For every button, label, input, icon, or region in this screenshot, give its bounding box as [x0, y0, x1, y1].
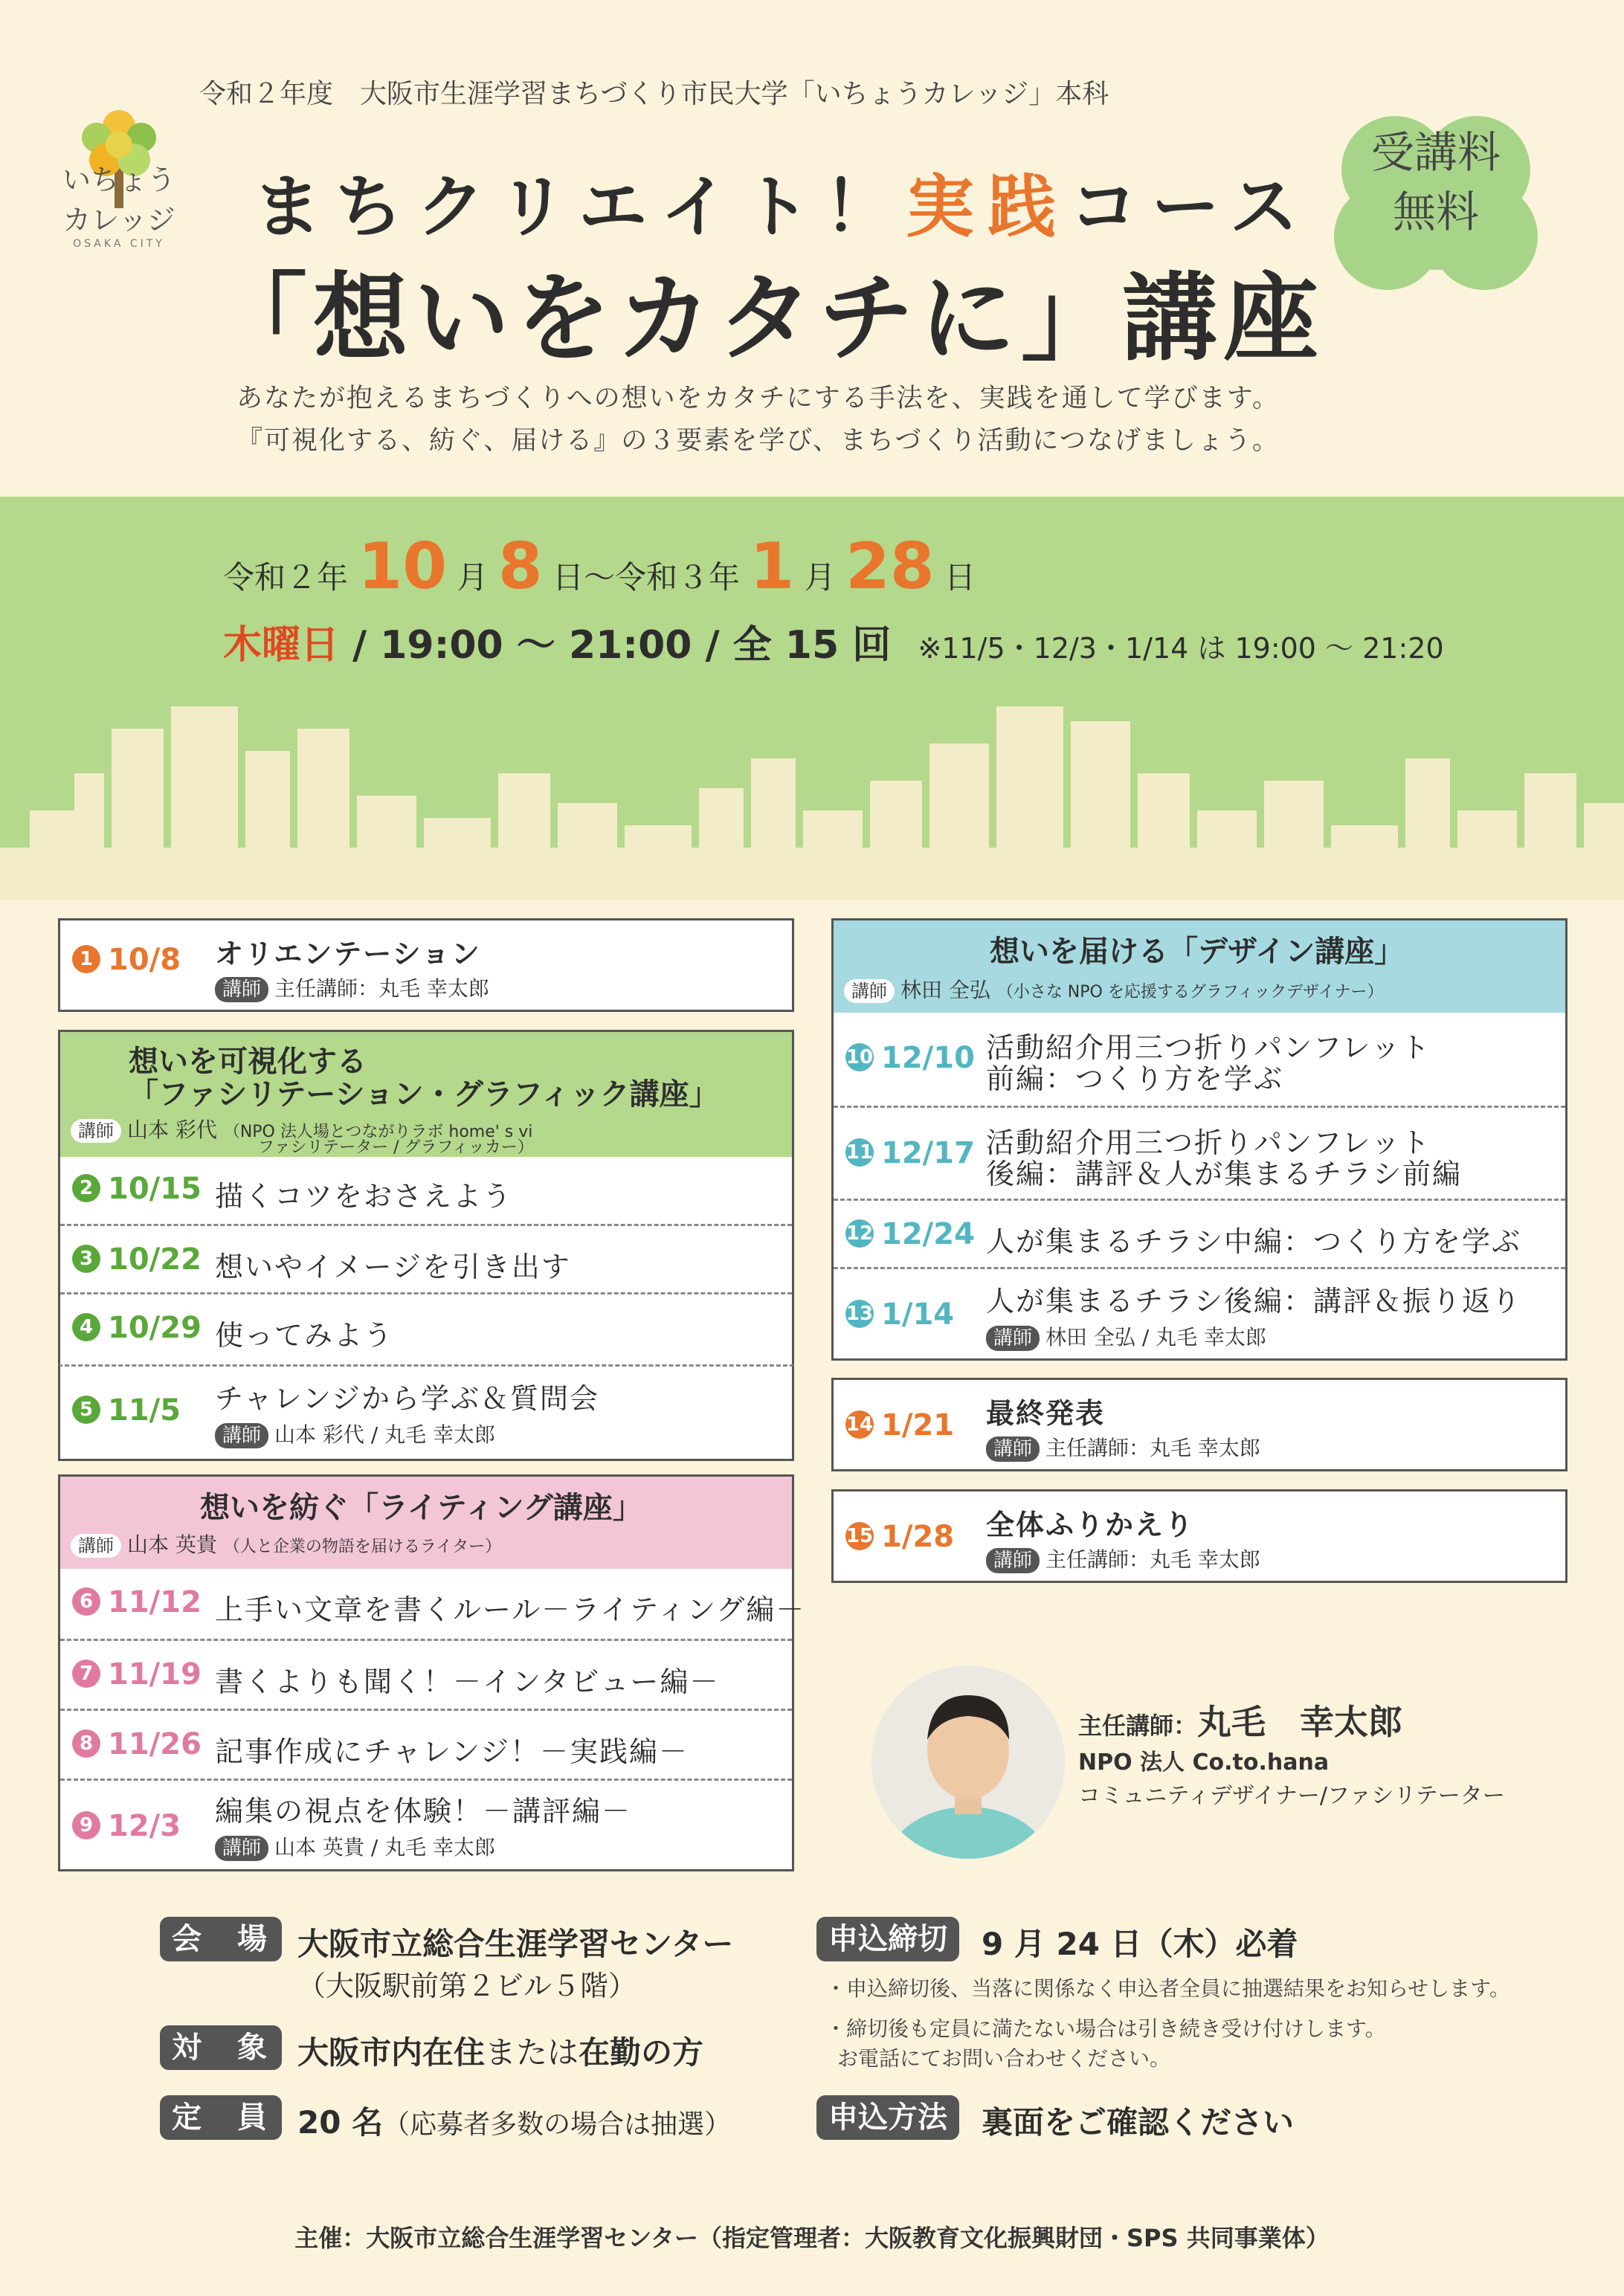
session-date: 2 10/15 [72, 1172, 202, 1206]
session-date: 4 10/29 [72, 1311, 202, 1345]
capacity: 20 名（応募者多数の場合は抽選） [297, 2104, 732, 2141]
session-date: 5 11/5 [72, 1393, 181, 1428]
session-date: 10 12/10 [845, 1041, 975, 1075]
instructor-name: 主任講師：丸毛 幸太郎 [1078, 1702, 1403, 1742]
session-lecturer: 講師 山本 英貴 / 丸毛 幸太郎 [215, 1831, 495, 1861]
session-row [60, 1639, 792, 1709]
section-lecturer: 講師 山本 英貴 （人と企業の物語を届けるライター） [71, 1529, 501, 1558]
session-date: 8 11/26 [72, 1727, 202, 1761]
session-date: 15 1/28 [845, 1520, 955, 1554]
session-topic: 活動紹介用三つ折りパンフレット [986, 1126, 1431, 1159]
method-label: 申込方法 [816, 2095, 959, 2140]
section-title: 想いを紡ぐ「ライティング講座」 [200, 1491, 642, 1525]
session-date: 13 1/14 [845, 1297, 955, 1332]
deadline-label: 申込締切 [816, 1917, 959, 1961]
venue-sub: （大阪駅前第２ビル５階） [297, 1970, 637, 2002]
session-topic: 上手い文章を書くルール－ライティング編－ [215, 1593, 806, 1626]
session-5 [58, 1364, 794, 1461]
section-subtitle: 「ファシリテーション・グラフィック講座」 [129, 1077, 719, 1112]
section-lecturer: 講師 山本 彩代 （NPO 法人場とつながりラボ home' s vi [71, 1114, 532, 1144]
session-date: 6 11/12 [72, 1585, 202, 1619]
section-lecturer: 講師 林田 全弘 （小さな NPO を応援するグラフィックデザイナー） [844, 974, 1384, 1004]
pretitle: 令和２年度 大阪市生涯学習まちづくり市民大学「いちょうカレッジ」本科 [199, 79, 1109, 109]
session-topic: 使ってみよう [215, 1319, 394, 1352]
city-skyline-illustration [0, 699, 1624, 900]
organizer-footer: 主催：大阪市立総合生涯学習センター（指定管理者：大阪教育文化振興財団・SPS 共同事業体） [294, 2224, 1330, 2252]
session-topic-sub: 後編：講評＆人が集まるチラシ前編 [986, 1158, 1463, 1190]
deadline: 9 月 24 日（木）必着 [982, 1926, 1298, 1962]
section-design [831, 918, 1567, 1361]
target-label: 対 象 [160, 2025, 282, 2070]
deadline-note-1: ・申込締切後、当落に関係なく申込者全員に抽選結果をお知らせします。 [825, 1976, 1510, 2001]
session-date: 1 10/8 [72, 943, 181, 977]
session-topic: 書くよりも聞く！－インタビュー編－ [215, 1665, 720, 1698]
section-affiliation: ファシリテーター / グラフィッカー） [258, 1138, 534, 1157]
session-orientation [58, 918, 794, 1012]
instructor-photo [871, 1665, 1065, 1859]
time-info: 木曜日 / 19:00 〜 21:00 / 全 15 回 ※11/5・12/3・1/14 は 19:00 〜 21:20 [223, 623, 1444, 668]
session-topic: 編集の視点を体験！－講評編－ [215, 1795, 632, 1828]
instructor-org: NPO 法人 Co.to.hana [1078, 1750, 1330, 1776]
session-topic: 活動紹介用三つ折りパンフレット [986, 1031, 1431, 1064]
venue-label: 会 場 [160, 1917, 282, 1961]
session-date: 3 10/22 [72, 1242, 202, 1277]
instructor-title: コミュニティデザイナー/ファシリテーター [1078, 1783, 1505, 1809]
session-row [60, 1709, 792, 1779]
session-date: 7 11/19 [72, 1657, 202, 1692]
session-row [834, 1013, 1565, 1106]
date-range: 令和２年 10 月 8 日〜令和３年 1 月 28 日 [223, 529, 976, 604]
free-badge: 受講料 無料 [1370, 127, 1501, 237]
section-header [60, 1032, 792, 1157]
course-title: まちクリエイト！実践コース [253, 167, 1312, 247]
section-writing [58, 1474, 806, 1871]
intro-text: あなたが抱えるまちづくりへの想いをカタチにする手法を、実践を通して学びます。 『可視化する、紡ぐ、届ける』の３要素を学び、まちづくり活動につなげましょう。 [236, 384, 1280, 456]
session-topic: 全体ふりかえり [986, 1509, 1195, 1541]
session-topic: オリエンテーション [215, 938, 481, 970]
session-lecturer: 講師 山本 彩代 / 丸毛 幸太郎 [215, 1419, 495, 1448]
session-row [60, 1569, 806, 1639]
session-row [834, 1106, 1565, 1199]
session-lecturer: 講師 主任講師：丸毛 幸太郎 [215, 973, 489, 1002]
deadline-note-3: お電話にてお問い合わせください。 [837, 2046, 1171, 2071]
session-15 [831, 1489, 1567, 1583]
session-date: 14 1/21 [845, 1408, 955, 1442]
lecture-title: 「想いをカタチに」講座 [212, 263, 1325, 374]
session-row [834, 1267, 1565, 1361]
session-row [60, 1157, 792, 1224]
logo-subtitle: OSAKA CITY [73, 238, 165, 250]
session-date: 11 12/17 [845, 1136, 975, 1170]
session-date: 12 12/24 [845, 1217, 975, 1251]
session-row [834, 1199, 1565, 1267]
session-row [60, 1224, 792, 1292]
method: 裏面をご確認ください [982, 2104, 1295, 2141]
session-lecturer: 講師 主任講師：丸毛 幸太郎 [986, 1544, 1260, 1573]
section-title: 想いを可視化する [129, 1045, 367, 1079]
session-topic: 人が集まるチラシ後編：講評＆振り返り [986, 1285, 1522, 1318]
session-topic: 記事作成にチャレンジ！－実践編－ [215, 1735, 689, 1768]
session-topic: チャレンジから学ぶ＆質問会 [215, 1382, 599, 1415]
session-topic-sub: 前編：つくり方を学ぶ [986, 1062, 1284, 1095]
session-row [60, 1292, 792, 1361]
capacity-label: 定 員 [160, 2095, 282, 2140]
session-topic: 最終発表 [986, 1397, 1106, 1430]
session-date: 9 12/3 [72, 1809, 181, 1843]
session-lecturer: 講師 主任講師：丸毛 幸太郎 [986, 1432, 1260, 1462]
session-row [60, 1779, 792, 1869]
deadline-note-2: ・締切後も定員に満たない場合は引き続き受け付けします。 [825, 2016, 1386, 2041]
target: 大阪市内在住または在勤の方 [297, 2034, 704, 2071]
logo-wordmark: いちょう カレッジ [62, 164, 175, 236]
section-header [834, 920, 1565, 1013]
section-title: 想いを届ける「デザイン講座」 [990, 935, 1405, 969]
venue: 大阪市立総合生涯学習センター [297, 1926, 734, 1962]
session-topic: 想いやイメージを引き出す [215, 1251, 571, 1283]
session-14 [831, 1378, 1567, 1471]
session-topic: 描くコツをおさえよう [215, 1180, 513, 1213]
session-lecturer: 講師 林田 全弘 / 丸毛 幸太郎 [986, 1321, 1266, 1351]
section-header [60, 1477, 792, 1569]
section-graphic [58, 1030, 794, 1416]
session-topic: 人が集まるチラシ中編：つくり方を学ぶ [986, 1225, 1522, 1258]
